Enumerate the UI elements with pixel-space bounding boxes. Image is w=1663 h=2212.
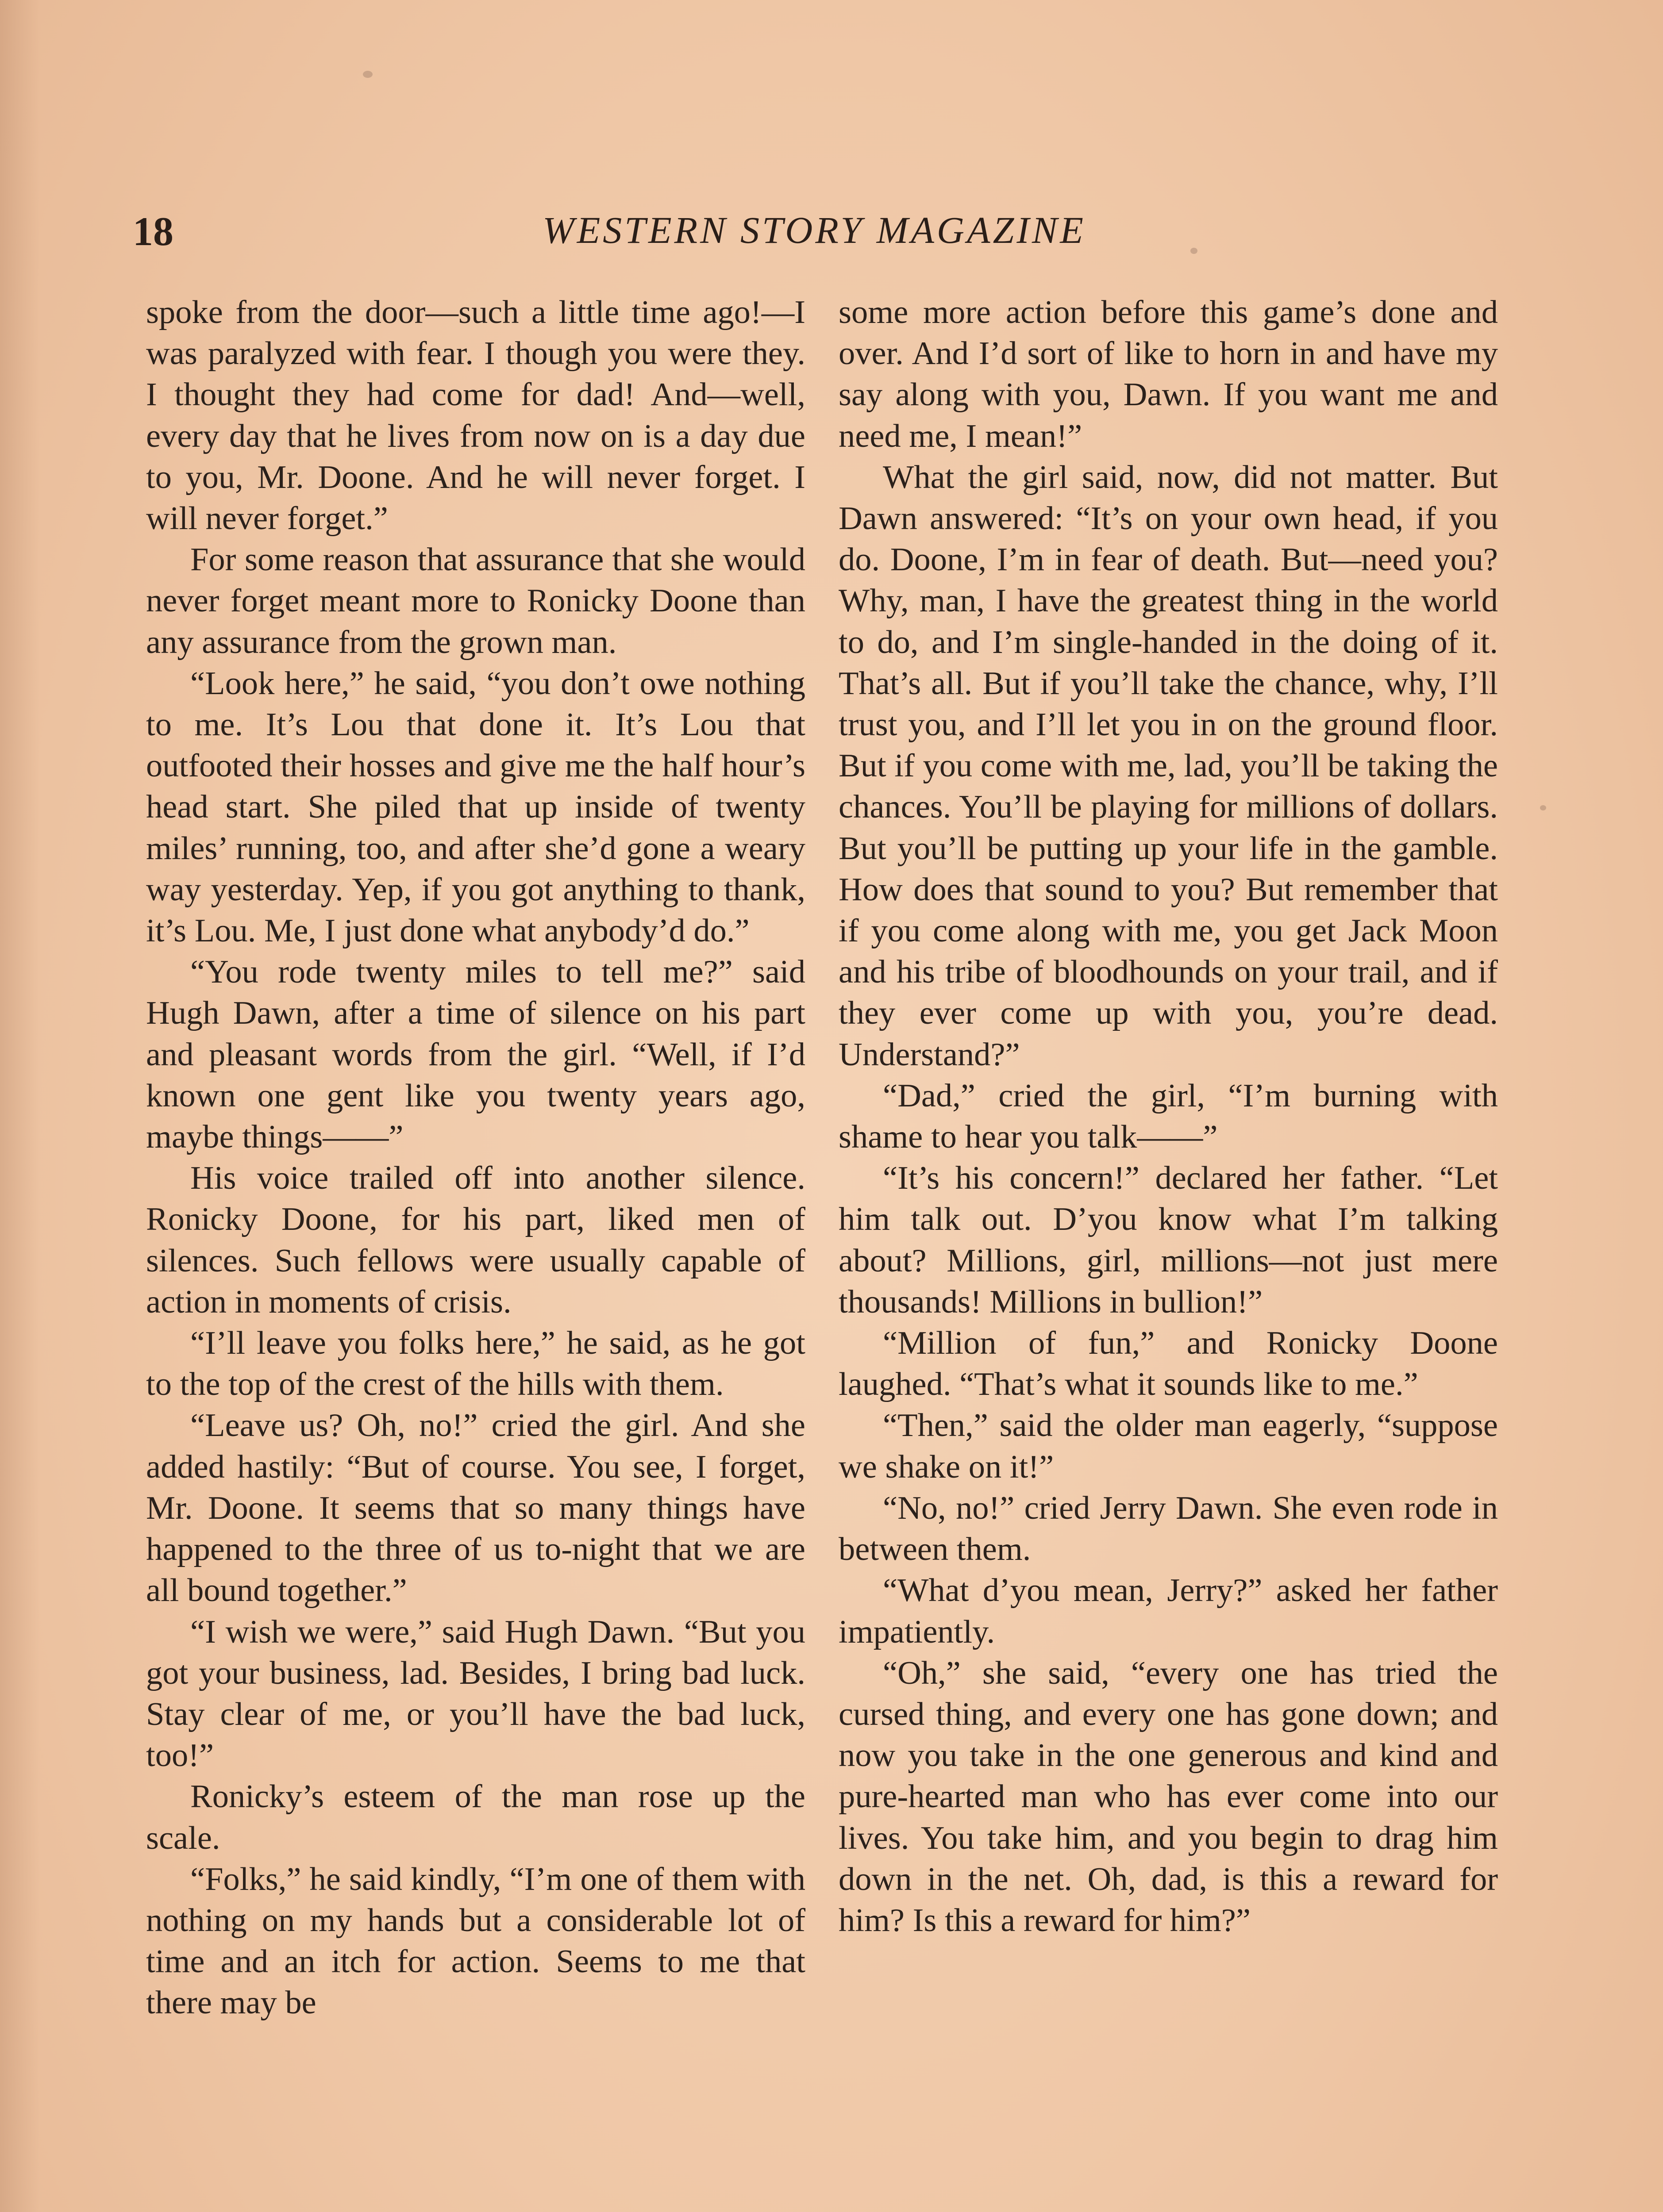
paragraph: What the girl said, now, did not matter. But Dawn answered: “It’s on your own head, if you do. Doone, I’m in fear of death. But—need you? Why, man, I have the greatest thing in the world to do, and I’m single-handed in the doing of it. That’s all. But if you’ll take the chance, why, I’ll trust you, and I’ll let you in on the ground floor. But if you come with me, lad, you’ll be taking the chances. You’ll be playing for millions of dollars. But you’ll be putting up your life in the gamble. How does that sound to you? But remember that if you come along with me, you get Jack Moon and his tribe of bloodhounds on your trail, and if they ever come up with you, you’re dead. Understand?”: [839, 459, 1498, 1073]
paragraph: “I’ll leave you folks here,” he said, as he got to the top of the crest of the hills with them.: [146, 1325, 805, 1403]
paragraph: “What d’you mean, Jerry?” asked her father impatiently.: [839, 1572, 1498, 1650]
paper-speck: [1540, 805, 1546, 810]
paragraph: “Million of fun,” and Ronicky Doone laughed. “That’s what it sounds like to me.”: [839, 1325, 1498, 1403]
page-edge-shadow: [0, 0, 40, 2212]
paragraph: “Dad,” cried the girl, “I’m burning with shame to hear you talk——”: [839, 1077, 1498, 1156]
paragraph: “I wish we were,” said Hugh Dawn. “But you got your business, lad. Besides, I bring bad luck. Stay clear of me, or you’ll have the bad luck, too!”: [146, 1613, 805, 1774]
paragraph: “Leave us? Oh, no!” cried the girl. And she added hastily: “But of course. You see, I forget, Mr. Doone. It seems that so many things have happened to the three of us to-night that we are all bound together.”: [146, 1407, 805, 1609]
running-head: WESTERN STORY MAGAZINE: [543, 209, 1086, 251]
paragraph: “No, no!” cried Jerry Dawn. She even rode in between them.: [839, 1490, 1498, 1568]
paragraph: His voice trailed off into another silence. Ronicky Doone, for his part, liked men of silences. Such fellows were usually capable of action in moments of crisis.: [146, 1160, 805, 1320]
paragraph: “Then,” said the older man eagerly, “suppose we shake on it!”: [839, 1407, 1498, 1485]
paragraph: “Oh,” she said, “every one has tried the cursed thing, and every one has gone down; and now you take in the one generous and kind and pure-hearted man who has ever come into our lives. You take him, and you begin to drag him down in the net. Oh, dad, is this a reward for him? Is this a reward for him?”: [839, 1655, 1498, 1939]
paper-speck: [363, 71, 373, 78]
page-number: 18: [133, 209, 173, 254]
paragraph: “It’s his concern!” declared her father. “Let him talk out. D’you know what I’m talking about? Millions, girl, millions—not just mere thousands! Millions in bullion!”: [839, 1160, 1498, 1320]
paragraph: Ronicky’s esteem of the man rose up the scale.: [146, 1778, 805, 1856]
right-column: [839, 292, 1498, 1941]
paragraph: some more action before this game’s done and over. And I’d sort of like to horn in and have my say along with you, Dawn. If you want me and need me, I mean!”: [839, 294, 1498, 454]
page-header: [133, 208, 1496, 270]
paragraph: spoke from the door—such a little time ago!—I was paralyzed with fear. I though you were they. I thought they had come for dad! And—well, every day that he lives from now on is a day due to you, Mr. Doone. And he will never forget. I will never forget.”: [146, 294, 805, 537]
paragraph: “You rode twenty miles to tell me?” said Hugh Dawn, after a time of silence on his part and pleasant words from the girl. “Well, if I’d known one gent like you twenty years ago, maybe things——”: [146, 954, 805, 1156]
paragraph: “Folks,” he said kindly, “I’m one of them with nothing on my hands but a considerable lot of time and an itch for action. Seems to me that there may be: [146, 1861, 805, 2021]
left-column: [146, 292, 805, 2024]
paragraph: “Look here,” he said, “you don’t owe nothing to me. It’s Lou that done it. It’s Lou that outfooted their hosses and give me the half hour’s head start. She piled that up inside of twenty miles’ running, too, and after she’d gone a weary way yesterday. Yep, if you got anything to thank, it’s Lou. Me, I just done what anybody’d do.”: [146, 665, 805, 949]
paragraph: For some reason that assurance that she would never forget meant more to Ronicky Doone than any assurance from the grown man.: [146, 541, 805, 661]
